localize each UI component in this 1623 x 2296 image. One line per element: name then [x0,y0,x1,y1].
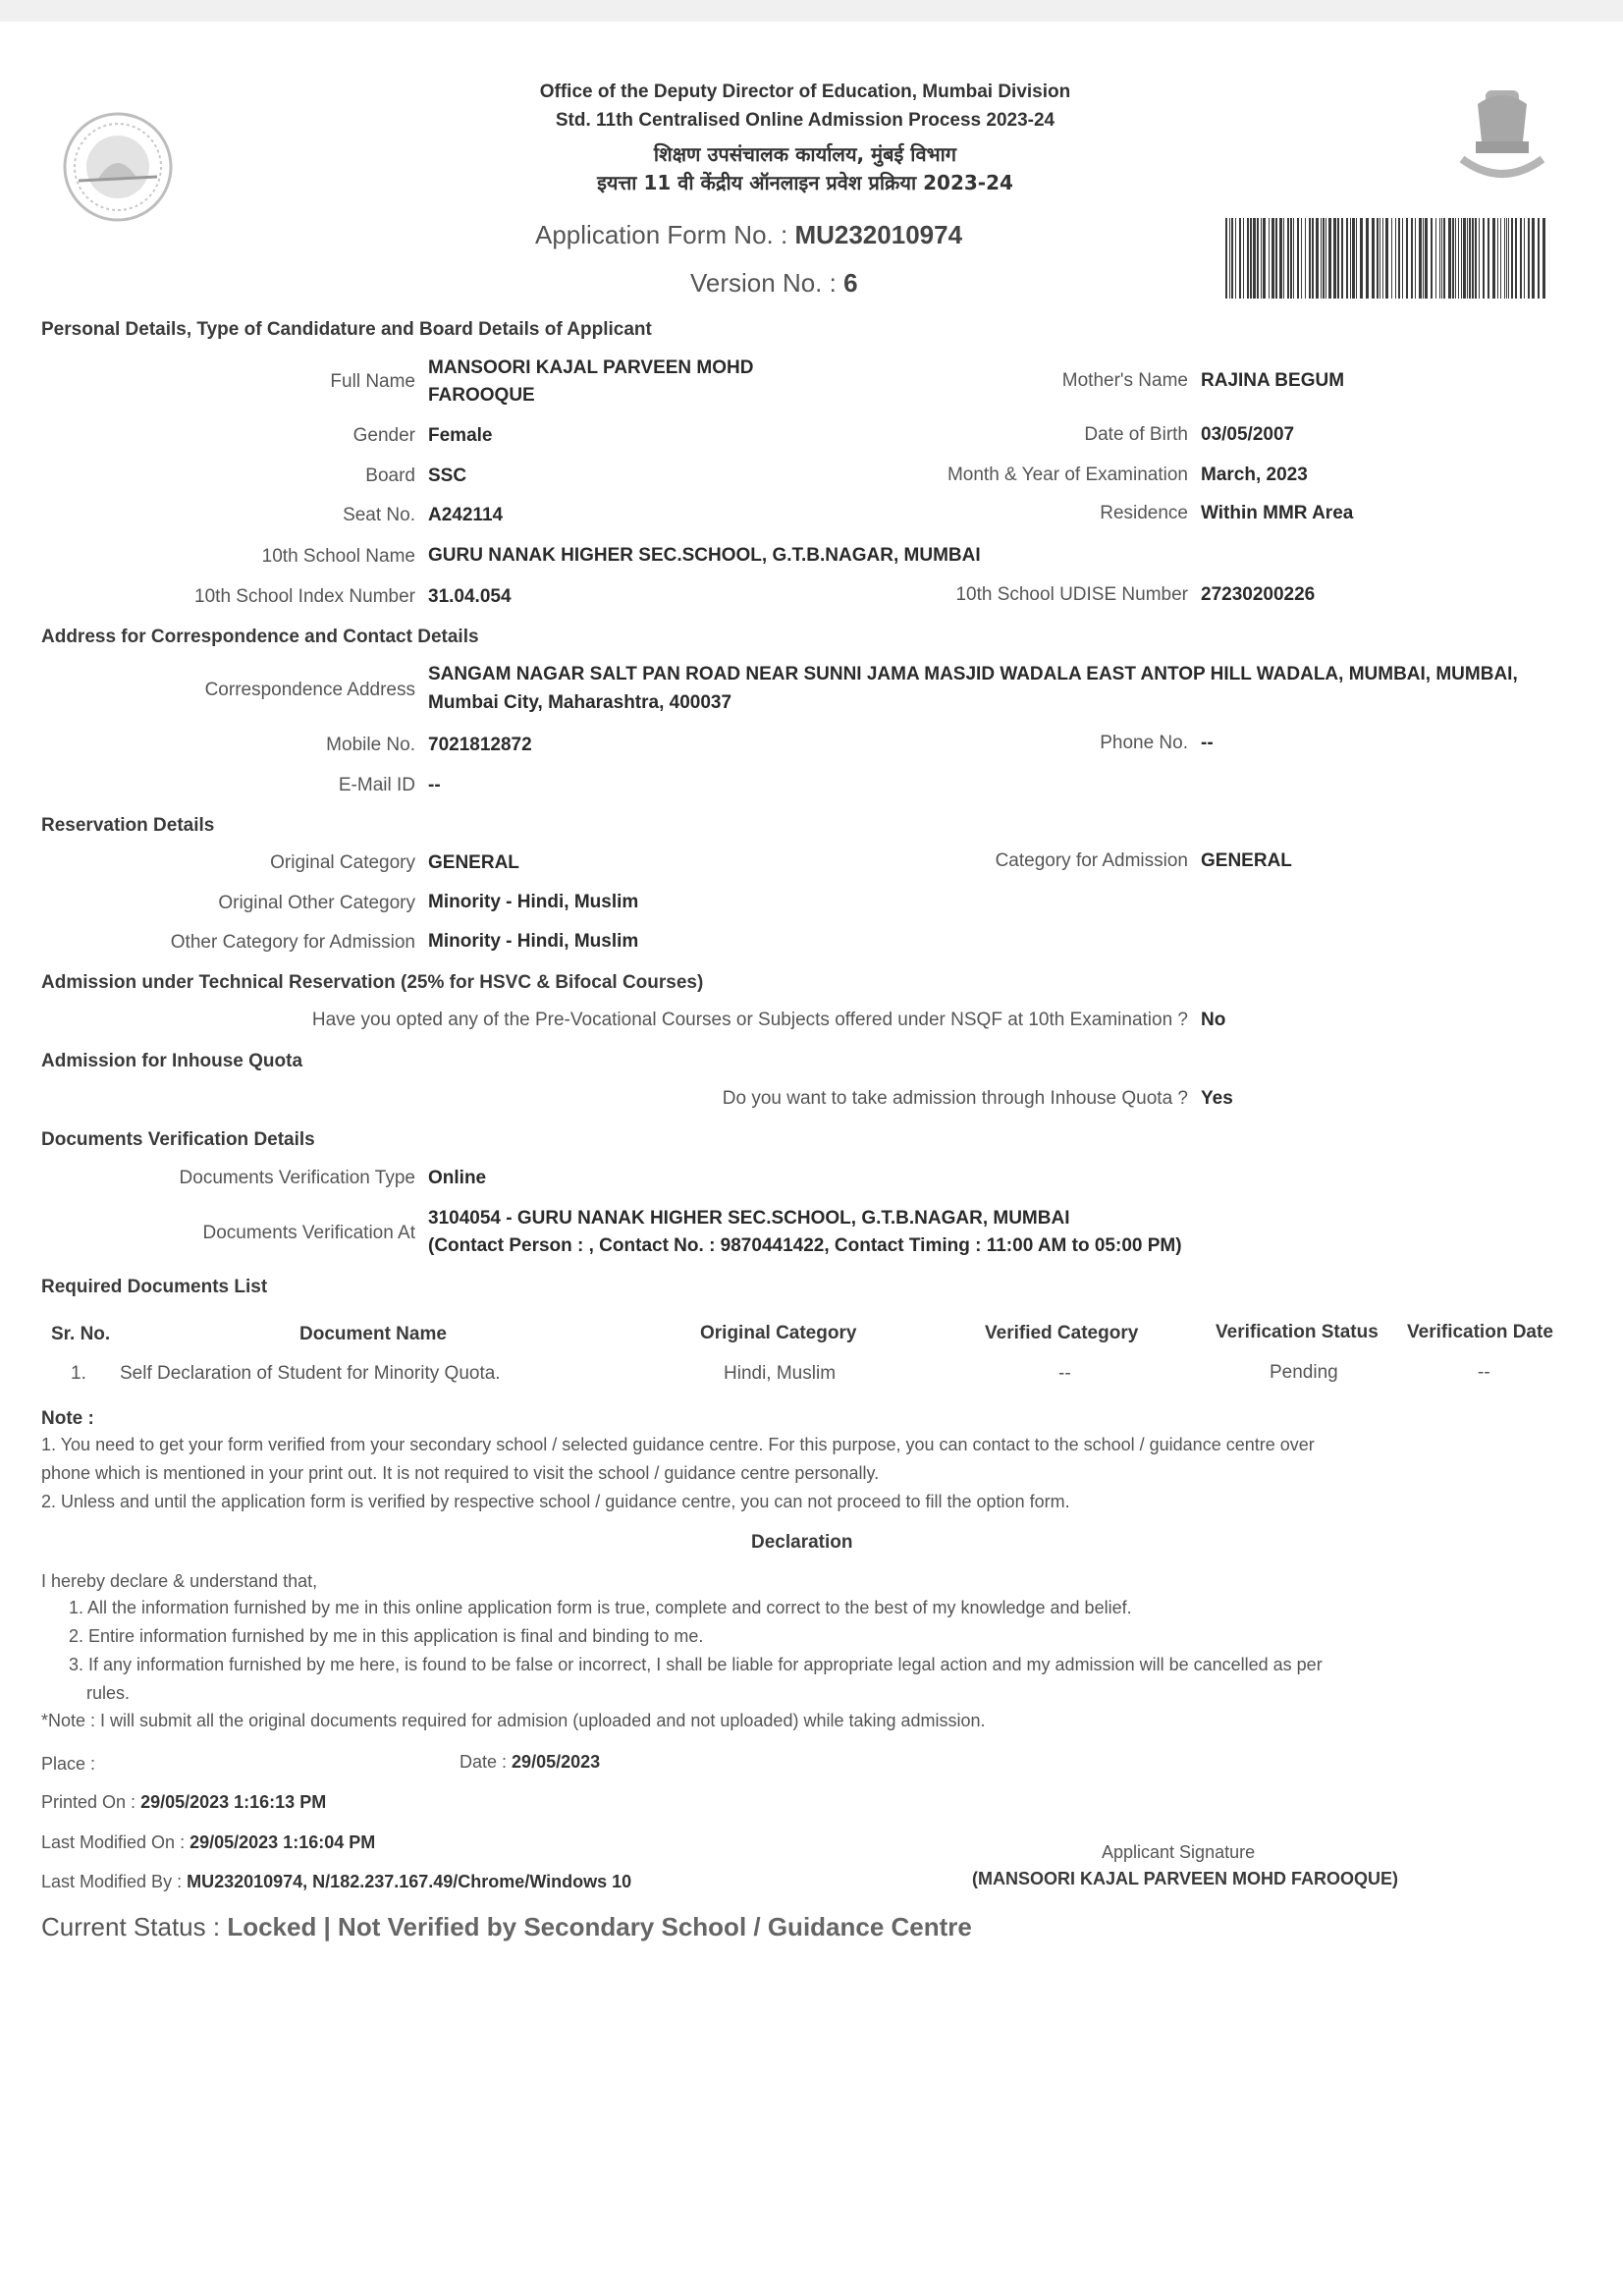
declaration-note: *Note : I will submit all the original documents required for admision (uploaded and not uploaded) while taking admission. [41,1711,986,1730]
col-header-verification-status: Verification Status [1216,1322,1379,1342]
declaration-item3a: 3. If any information furnished by me here, is found to be false or incorrect, I shall be liable for appropriate legal action and my admission will be cancelled as per [69,1655,1323,1674]
dob-label: Date of Birth [1084,424,1188,445]
original-category-label: Original Category [270,852,415,873]
section-inhouse-quota: Admission for Inhouse Quota [41,1051,303,1071]
phone-value: -- [1201,733,1214,753]
note-line1a: 1. You need to get your form verified from your secondary school / selected guidance centre. For this purpose, you can contact to the school / guidance centre over [41,1435,1315,1454]
residence-value: Within MMR Area [1201,503,1354,523]
national-emblem-icon [1448,81,1556,193]
mother-name-label: Mother's Name [1061,370,1188,391]
current-status-label: Current Status : [41,1912,221,1941]
applicant-signature-name: (MANSOORI KAJAL PARVEEN MOHD FAROOQUE) [972,1869,1399,1888]
school-name-label: 10th School Name [261,546,415,567]
exam-label: Month & Year of Examination [947,465,1188,485]
col-header-verification-date: Verification Date [1407,1322,1553,1342]
inhouse-question: Do you want to take admission through Inhouse Quota ? [722,1088,1188,1109]
last-modified-on-value: 29/05/2023 1:16:04 PM [189,1832,376,1852]
section-reservation: Reservation Details [41,815,215,836]
printed-on-label: Printed On : [41,1792,136,1812]
barcode [1225,218,1549,299]
current-status-value: Locked | Not Verified by Secondary School / Guidance Centre [227,1912,972,1941]
section-technical-reservation: Admission under Technical Reservation (25% for HSVC & Bifocal Courses) [41,972,704,993]
udise-label: 10th School UDISE Number [955,584,1188,605]
gender-label: Gender [352,425,415,446]
process-title: Std. 11th Centralised Online Admission Process 2023-24 [555,110,1055,131]
note-title: Note : [41,1408,94,1429]
category-admission-value: GENERAL [1201,850,1292,871]
applicant-signature-label: Applicant Signature [1102,1842,1256,1862]
section-documents-verification: Documents Verification Details [41,1129,315,1150]
process-title-marathi: इयत्ता 11 वी केंद्रीय ऑनलाइन प्रवेश प्रक्रिया 2023-24 [597,171,1013,194]
mother-name-value: RAJINA BEGUM [1201,370,1345,391]
mobile-label: Mobile No. [326,735,415,755]
application-form-label: Application Form No. : [535,220,788,249]
last-modified-on-label: Last Modified On : [41,1832,186,1852]
full-name-label: Full Name [330,371,415,392]
correspondence-address-line1: SANGAM NAGAR SALT PAN ROAD NEAR SUNNI JAMA MASJID WADALA EAST ANTOP HILL WADALA, MUMBAI, MUMBAI, [428,664,1518,684]
school-index-label: 10th School Index Number [194,586,415,607]
col-header-sr-no: Sr. No. [51,1324,111,1344]
declaration-intro: I hereby declare & understand that, [41,1571,318,1591]
full-name-line2: FAROOQUE [428,385,535,406]
table-cell-verification-status: Pending [1270,1362,1338,1383]
version-label: Version No. : [690,268,837,298]
printed-on-value: 29/05/2023 1:16:13 PM [140,1792,327,1812]
mobile-value: 7021812872 [428,735,532,755]
current-status [41,1912,972,1942]
phone-label: Phone No. [1100,733,1188,753]
email-label: E-Mail ID [338,775,415,795]
maharashtra-seal-icon [59,108,177,226]
verification-at-label: Documents Verification At [202,1223,415,1243]
section-required-documents: Required Documents List [41,1277,268,1297]
date-field [460,1752,600,1773]
application-form-value: MU232010974 [794,220,963,249]
other-category-admission-label: Other Category for Admission [170,932,415,953]
application-form-number [535,220,962,250]
verification-type-label: Documents Verification Type [179,1168,415,1188]
seat-label: Seat No. [343,505,415,525]
last-modified-on [41,1832,375,1853]
declaration-title: Declaration [751,1532,853,1553]
office-title-marathi: शिक्षण उपसंचालक कार्यालय, मुंबई विभाग [653,142,957,166]
gender-value: Female [428,425,493,446]
last-modified-by [41,1872,631,1892]
dob-value: 03/05/2007 [1201,424,1295,445]
original-other-category-value: Minority - Hindi, Muslim [428,892,639,912]
declaration-item3b: rules. [86,1683,131,1703]
section-address: Address for Correspondence and Contact Details [41,627,479,647]
verification-type-value: Online [428,1168,487,1188]
school-index-value: 31.04.054 [428,586,512,607]
residence-label: Residence [1100,503,1188,523]
correspondence-address-line2: Mumbai City, Maharashtra, 400037 [428,692,732,713]
board-label: Board [365,465,415,486]
table-cell-original-category: Hindi, Muslim [724,1363,837,1384]
note-line2: 2. Unless and until the application form is verified by respective school / guidance centre, you can not proceed to fill the option form. [41,1492,1070,1511]
version-number [690,268,858,299]
last-modified-by-value: MU232010974, N/182.237.167.49/Chrome/Windows 10 [187,1872,632,1891]
original-other-category-label: Original Other Category [218,893,415,913]
version-value: 6 [843,268,858,298]
col-header-document-name: Document Name [299,1324,447,1344]
correspondence-address-label: Correspondence Address [204,680,415,700]
udise-value: 27230200226 [1201,584,1316,605]
table-cell-document-name: Self Declaration of Student for Minority Quota. [120,1363,501,1384]
inhouse-answer: Yes [1201,1088,1233,1109]
original-category-value: GENERAL [428,852,519,873]
office-title: Office of the Deputy Director of Education, Mumbai Division [539,82,1071,102]
table-cell-sr-no: 1. [71,1363,86,1384]
date-label: Date : [460,1752,508,1772]
table-cell-verified-category: -- [1058,1363,1071,1384]
col-header-verified-category: Verified Category [985,1323,1139,1343]
place-label: Place : [41,1754,96,1774]
printed-on [41,1792,326,1813]
other-category-admission-value: Minority - Hindi, Muslim [428,931,639,952]
last-modified-by-label: Last Modified By : [41,1872,183,1891]
email-value: -- [428,775,441,795]
table-cell-verification-date: -- [1478,1362,1490,1383]
date-value: 29/05/2023 [512,1752,601,1772]
seat-value: A242114 [428,505,504,525]
nsqf-answer: No [1201,1010,1226,1030]
full-name-line1: MANSOORI KAJAL PARVEEN MOHD [428,357,754,378]
verification-at-line2: (Contact Person : , Contact No. : 9870441422, Contact Timing : 11:00 AM to 05:00 PM) [428,1235,1182,1256]
verification-at-line1: 3104054 - GURU NANAK HIGHER SEC.SCHOOL, G.T.B.NAGAR, MUMBAI [428,1208,1070,1229]
nsqf-question: Have you opted any of the Pre-Vocational Courses or Subjects offered under NSQF at 10th Examination ? [311,1010,1188,1030]
col-header-original-category: Original Category [700,1323,857,1343]
section-personal-details: Personal Details, Type of Candidature and Board Details of Applicant [41,319,652,340]
note-line1b: phone which is mentioned in your print out. It is not required to visit the school / guidance centre personally. [41,1463,880,1483]
declaration-item2: 2. Entire information furnished by me in this application is final and binding to me. [69,1626,704,1646]
category-admission-label: Category for Admission [995,850,1188,871]
board-value: SSC [428,465,467,486]
school-name-value: GURU NANAK HIGHER SEC.SCHOOL, G.T.B.NAGAR, MUMBAI [428,545,981,566]
scan-shadow [0,0,1623,22]
exam-value: March, 2023 [1201,465,1308,485]
declaration-item1: 1. All the information furnished by me in this online application form is true, complete and correct to the best of my knowledge and belief. [69,1598,1132,1617]
